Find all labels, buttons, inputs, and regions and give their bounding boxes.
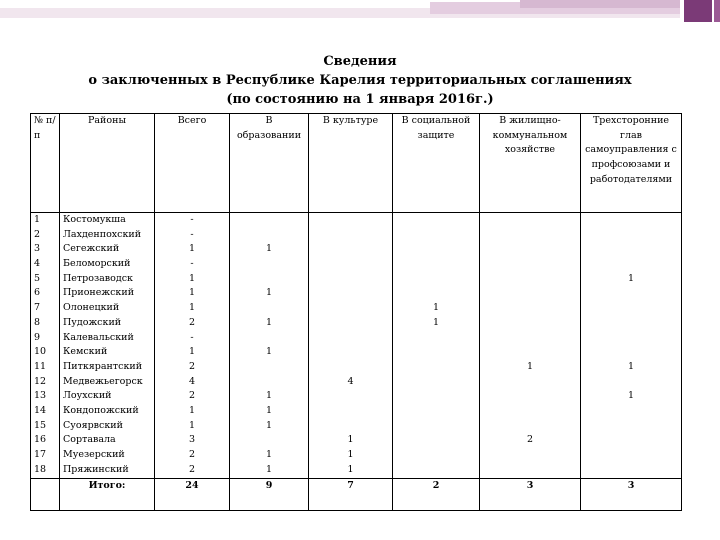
row-education: 1 (265, 404, 273, 416)
row-housing (483, 272, 577, 287)
header-social: В социальной защите (393, 114, 480, 213)
row-housing (483, 228, 577, 243)
region-name: Петрозаводск (63, 272, 133, 284)
total-column (158, 213, 226, 477)
row-total: 1 (188, 419, 196, 431)
row-total: 1 (188, 287, 196, 299)
region-name: Кемский (63, 346, 108, 358)
row-education: 1 (265, 449, 273, 460)
row-tripartite (584, 213, 678, 228)
row-total: 2 (188, 360, 196, 372)
row-tripartite (584, 286, 678, 301)
row-education (233, 228, 305, 243)
region-name: Костомукша (63, 214, 126, 225)
row-tripartite: 1 (627, 360, 635, 372)
row-education: 1 (265, 243, 273, 255)
decor-band (520, 0, 680, 8)
row-tripartite (584, 375, 678, 390)
row-tripartite: 1 (627, 272, 635, 284)
row-education: 1 (265, 419, 273, 431)
totals-row (31, 479, 682, 511)
row-social (396, 242, 476, 257)
row-housing (483, 301, 577, 316)
row-social (396, 213, 476, 228)
row-total: 3 (188, 434, 196, 446)
row-culture: 1 (347, 434, 354, 446)
region-name: Сортавала (63, 434, 116, 446)
region-name: Муезерский (63, 449, 125, 460)
row-tripartite (584, 419, 678, 434)
header-region: Районы (60, 114, 155, 213)
row-social (396, 463, 476, 478)
housing-column (483, 213, 577, 477)
table-body-row (31, 213, 682, 479)
row-total: 1 (188, 243, 196, 255)
row-tripartite (584, 345, 678, 360)
header-education: В образовании (230, 114, 309, 213)
header-housing: В жилищно-коммунальном хозяйстве (480, 114, 581, 213)
row-culture (312, 242, 389, 257)
row-social (396, 286, 476, 301)
row-housing (483, 316, 577, 331)
row-tripartite (584, 257, 678, 272)
row-total: - (190, 331, 194, 343)
row-tripartite (584, 316, 678, 331)
row-total: 2 (188, 316, 196, 328)
row-culture (312, 272, 389, 287)
row-social (396, 360, 476, 375)
row-culture (312, 345, 389, 360)
row-total: 1 (188, 404, 196, 416)
table-header-row (31, 114, 682, 213)
row-housing (483, 331, 577, 346)
region-name: Пряжинский (63, 463, 129, 475)
row-total: 4 (188, 375, 196, 387)
row-housing (483, 463, 577, 478)
row-total: - (190, 228, 194, 240)
row-number: 9 (34, 331, 41, 343)
row-culture (312, 286, 389, 301)
row-culture (312, 301, 389, 316)
region-name: Прионежский (63, 287, 135, 299)
row-social (396, 404, 476, 419)
row-number: 2 (34, 228, 41, 240)
agreements-table (30, 113, 682, 511)
row-culture: 4 (347, 375, 354, 387)
row-social (396, 331, 476, 346)
region-name: Лоухский (63, 390, 112, 402)
row-social (396, 433, 476, 448)
decor-block (684, 0, 712, 22)
row-total: - (190, 258, 194, 270)
row-tripartite (584, 448, 678, 463)
row-number: 12 (34, 375, 47, 387)
row-number: 3 (34, 243, 41, 255)
education-column (233, 213, 305, 477)
tripartite-column (584, 213, 678, 477)
row-housing (483, 389, 577, 404)
row-education (233, 257, 305, 272)
row-housing (483, 448, 577, 463)
region-name: Суоярвский (63, 419, 123, 431)
row-education (233, 301, 305, 316)
total-social: 2 (393, 479, 480, 511)
row-social (396, 345, 476, 360)
row-number: 10 (34, 346, 47, 358)
row-number: 7 (34, 302, 41, 314)
row-education: 1 (265, 316, 273, 328)
header-num: № п/п (31, 114, 60, 213)
row-housing (483, 404, 577, 419)
decor-block (714, 0, 720, 22)
total-num-cell (31, 479, 60, 511)
total-label: Итого: (60, 479, 155, 511)
row-social (396, 257, 476, 272)
row-education (233, 272, 305, 287)
row-number: 11 (34, 360, 47, 372)
culture-column (312, 213, 389, 477)
row-total: 1 (188, 346, 196, 358)
row-social (396, 375, 476, 390)
row-tripartite (584, 404, 678, 419)
region-name: Питкярантский (63, 360, 143, 372)
slide-top-decoration (0, 0, 720, 22)
row-total: 2 (188, 390, 196, 402)
row-total: - (190, 214, 194, 225)
row-education: 1 (265, 463, 273, 475)
region-name: Кондопожский (63, 404, 139, 416)
row-number: 5 (34, 272, 41, 284)
row-tripartite (584, 433, 678, 448)
row-number: 13 (34, 390, 47, 402)
row-tripartite (584, 331, 678, 346)
row-education (233, 331, 305, 346)
total-all: 24 (155, 479, 230, 511)
row-housing (483, 242, 577, 257)
row-housing (483, 345, 577, 360)
region-name: Калевальский (63, 331, 134, 343)
row-number: 18 (34, 463, 47, 475)
row-tripartite (584, 242, 678, 257)
row-culture (312, 213, 389, 228)
row-culture (312, 360, 389, 375)
row-culture (312, 316, 389, 331)
row-culture (312, 228, 389, 243)
row-number: 17 (34, 449, 47, 460)
row-housing (483, 286, 577, 301)
total-culture: 7 (309, 479, 393, 511)
row-culture (312, 331, 389, 346)
row-housing (483, 257, 577, 272)
row-tripartite (584, 228, 678, 243)
total-housing: 3 (480, 479, 581, 511)
row-tripartite (584, 463, 678, 478)
region-name: Медвежьегорск (63, 375, 143, 387)
region-column (63, 213, 151, 477)
row-education: 1 (265, 346, 273, 358)
row-housing (483, 419, 577, 434)
row-culture (312, 419, 389, 434)
row-number: 15 (34, 419, 47, 431)
num-column (34, 213, 56, 477)
row-housing: 1 (526, 360, 534, 372)
header-total: Всего (155, 114, 230, 213)
row-education: 1 (265, 390, 273, 402)
row-number: 6 (34, 287, 41, 299)
row-education (233, 360, 305, 375)
row-culture (312, 257, 389, 272)
total-education: 9 (230, 479, 309, 511)
region-name: Лахденпохский (63, 228, 142, 240)
row-education (233, 375, 305, 390)
region-name: Олонецкий (63, 302, 120, 314)
row-education (233, 433, 305, 448)
social-column (396, 213, 476, 477)
row-social (396, 228, 476, 243)
row-culture: 1 (347, 463, 354, 475)
row-social: 1 (432, 302, 440, 314)
row-total: 2 (188, 449, 196, 460)
row-total: 2 (188, 463, 196, 475)
region-name: Беломорский (63, 258, 131, 270)
region-name: Пудожский (63, 316, 122, 328)
row-tripartite: 1 (627, 390, 635, 402)
row-education: 1 (265, 287, 273, 299)
row-culture (312, 404, 389, 419)
row-education (233, 213, 305, 228)
row-culture (312, 389, 389, 404)
row-housing (483, 375, 577, 390)
row-social (396, 448, 476, 463)
doc-subtitle: о заключенных в Республике Карелия территориальных соглашениях (88, 73, 632, 88)
row-number: 14 (34, 404, 47, 416)
doc-date: (по состоянию на 1 января 2016г.) (226, 92, 494, 107)
row-number: 4 (34, 258, 41, 270)
row-housing: 2 (526, 434, 534, 446)
total-tripartite: 3 (581, 479, 682, 511)
row-total: 1 (188, 302, 196, 314)
header-tripartite: Трехсторонние глав самоуправления с профсоюзами и работодателями (581, 114, 682, 213)
row-number: 8 (34, 316, 41, 328)
row-number: 16 (34, 434, 47, 446)
row-social (396, 419, 476, 434)
row-total: 1 (188, 272, 196, 284)
row-housing (483, 213, 577, 228)
row-social (396, 272, 476, 287)
header-culture: В культуре (309, 114, 393, 213)
row-tripartite (584, 301, 678, 316)
row-culture: 1 (347, 449, 354, 460)
row-number: 1 (34, 214, 41, 225)
row-social (396, 389, 476, 404)
row-social: 1 (432, 316, 440, 328)
doc-title: Сведения (323, 54, 397, 69)
region-name: Сегежский (63, 243, 120, 255)
